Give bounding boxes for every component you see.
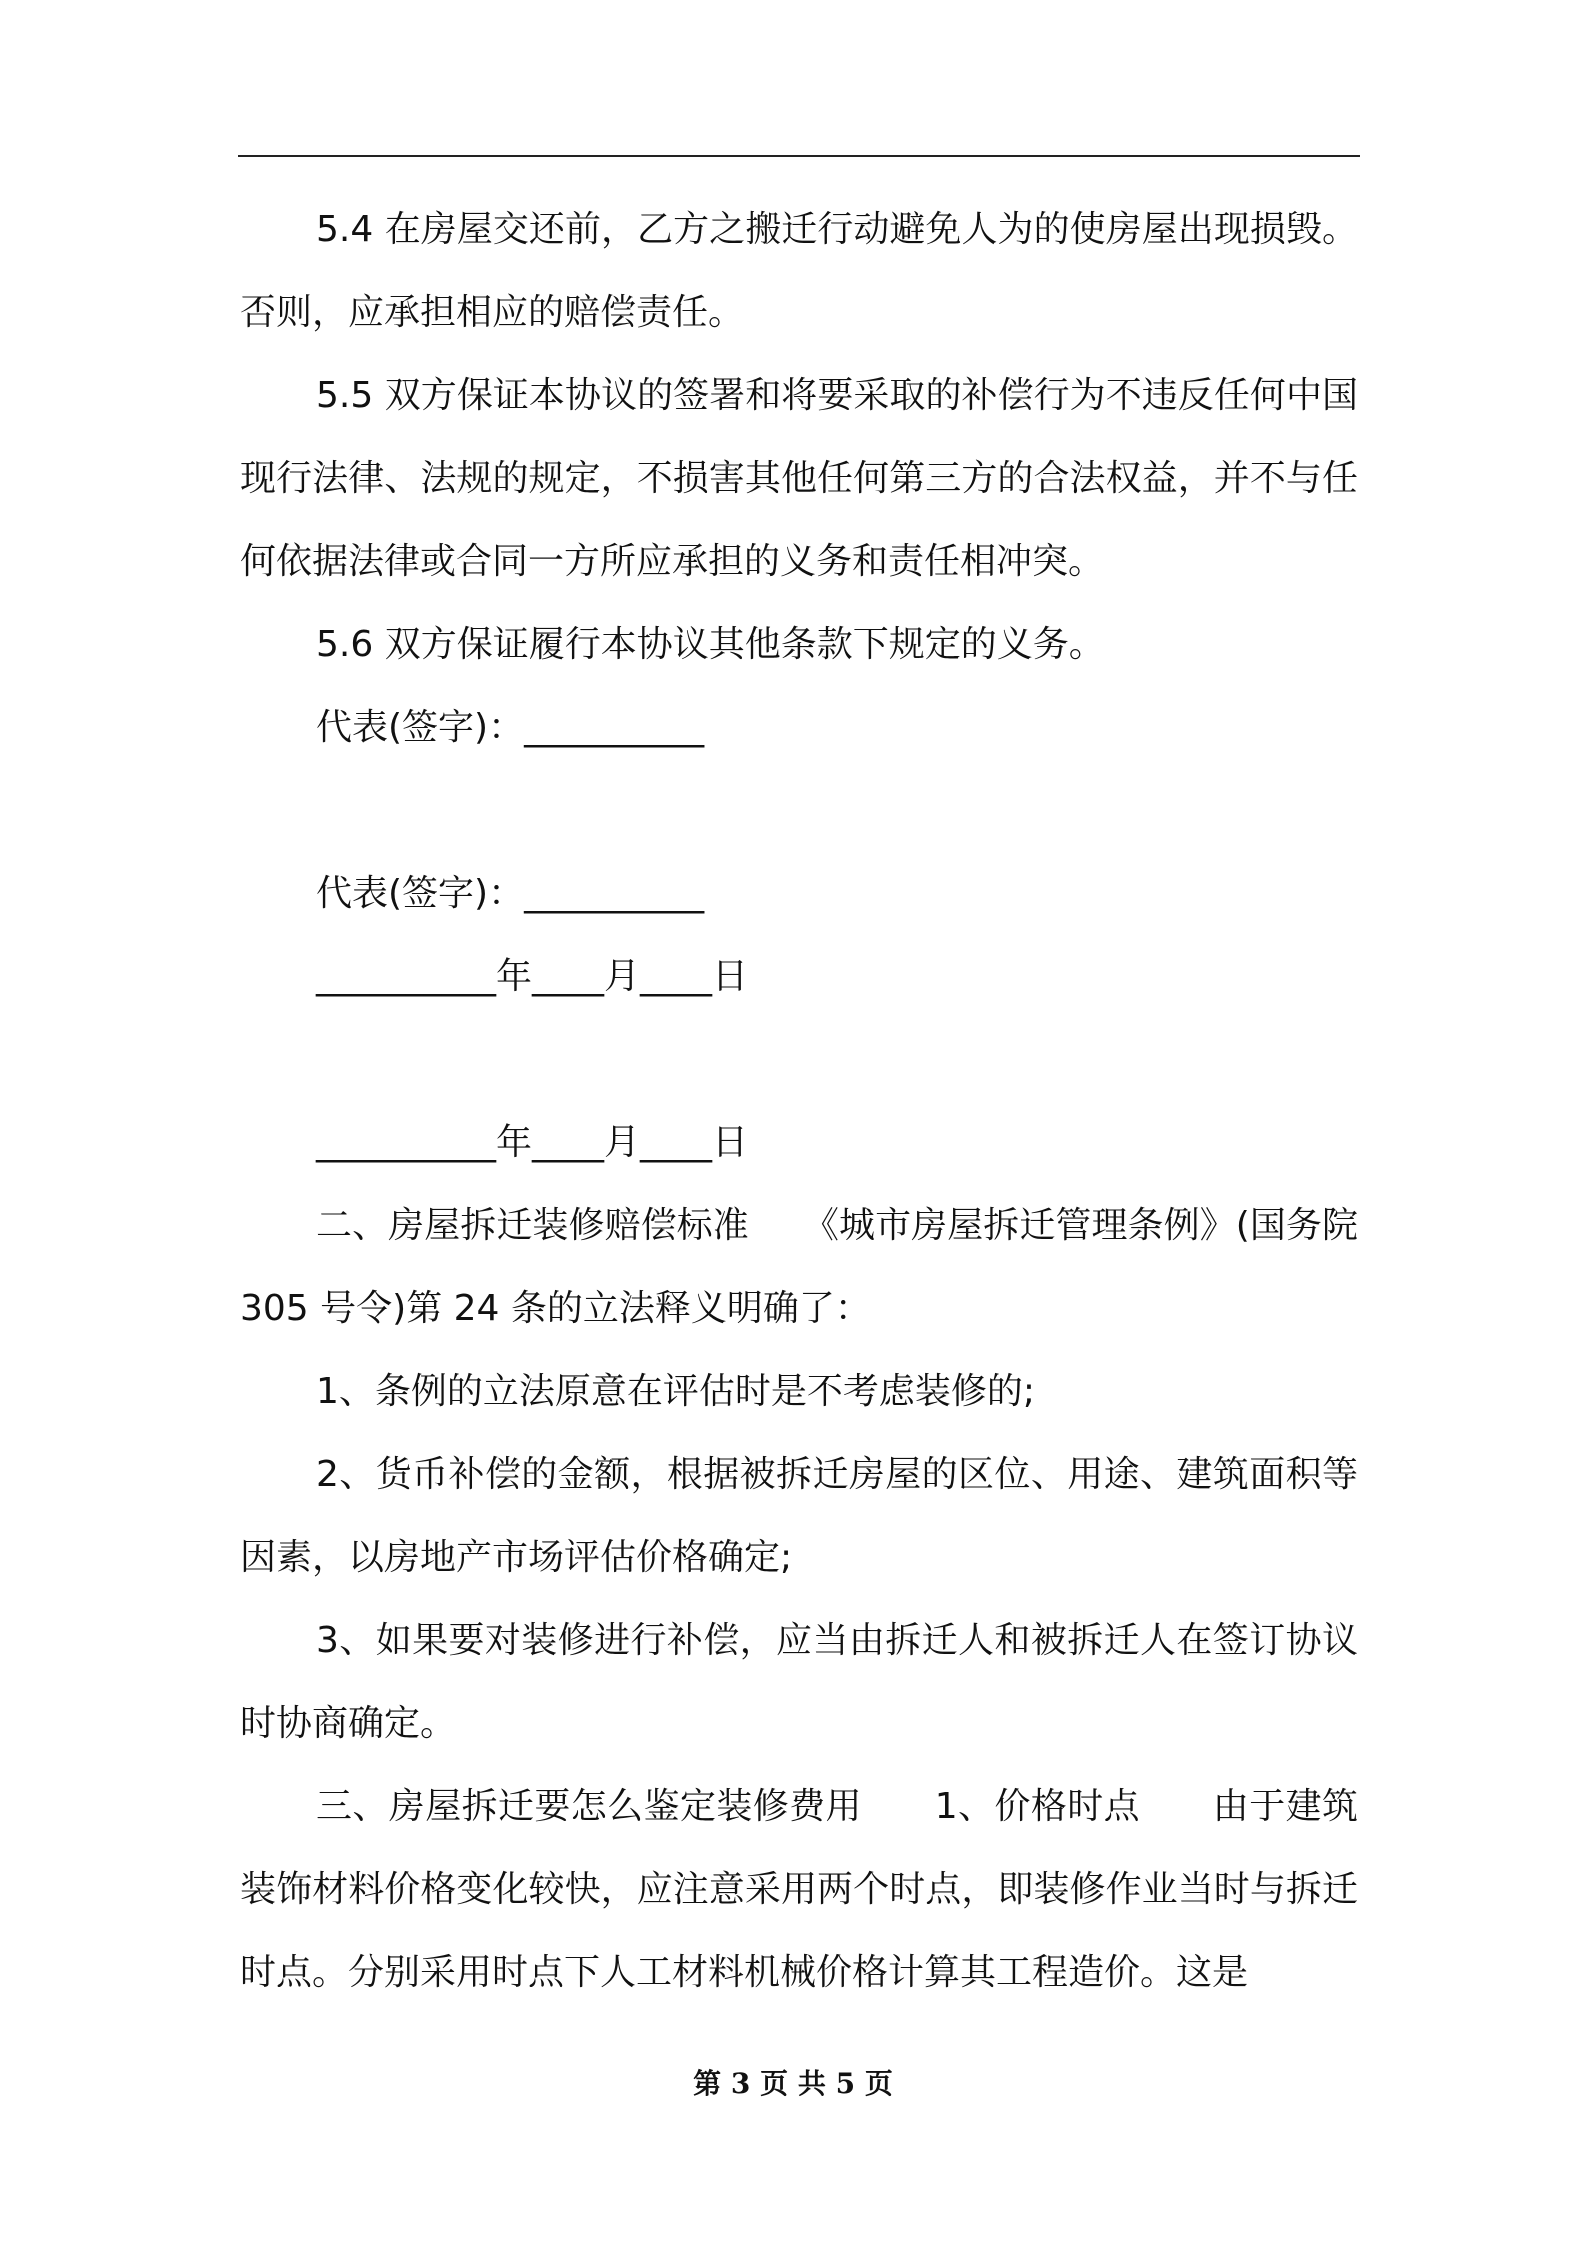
- clause-5-6: 5.6 双方保证履行本协议其他条款下规定的义务。: [316, 624, 1105, 665]
- blank-line: [240, 769, 1358, 852]
- section-2-heading: 二、房屋拆迁装修赔偿标准 《城市房屋拆迁管理条例》(国务院 305 号令)第 24 条的立法释义明确了：: [240, 1205, 1370, 1329]
- date-line-2: __________年____月____日: [316, 1122, 748, 1163]
- section-3-heading: 三、房屋拆迁要怎么鉴定装修费用 1、价格时点 由于建筑装饰材料价格变化较快，应注意采用两个时点，即装修作业当时与拆迁时点。分别采用时点下人工材料机械价格计算其工程造价。这是: [240, 1786, 1358, 1993]
- date-line-1: __________年____月____日: [316, 956, 748, 997]
- page-number: 第 3 页 共 5 页: [693, 2067, 893, 2100]
- clause-5-5: 5.5 双方保证本协议的签署和将要采取的补偿行为不违反任何中国现行法律、法规的规定，不损害其他任何第三方的合法权益，并不与任何依据法律或合同一方所应承担的义务和责任相冲突。: [240, 375, 1358, 582]
- header-rule: [238, 155, 1360, 157]
- list-item-1: 1、条例的立法原意在评估时是不考虑装修的;: [316, 1371, 1036, 1412]
- blank-line: [240, 1018, 1358, 1101]
- list-item-3: 3、如果要对装修进行补偿，应当由拆迁人和被拆迁人在签订协议时协商确定。: [240, 1620, 1358, 1744]
- signature-line-2: 代表(签字)：__________: [316, 873, 705, 914]
- clause-5-4: 5.4 在房屋交还前，乙方之搬迁行动避免人为的使房屋出现损毁。否则，应承担相应的赔偿责任。: [240, 209, 1358, 333]
- signature-line-1: 代表(签字)：__________: [316, 707, 705, 748]
- list-item-2: 2、货币补偿的金额，根据被拆迁房屋的区位、用途、建筑面积等因素，以房地产市场评估价格确定;: [240, 1454, 1358, 1578]
- document-body: [240, 188, 1370, 2014]
